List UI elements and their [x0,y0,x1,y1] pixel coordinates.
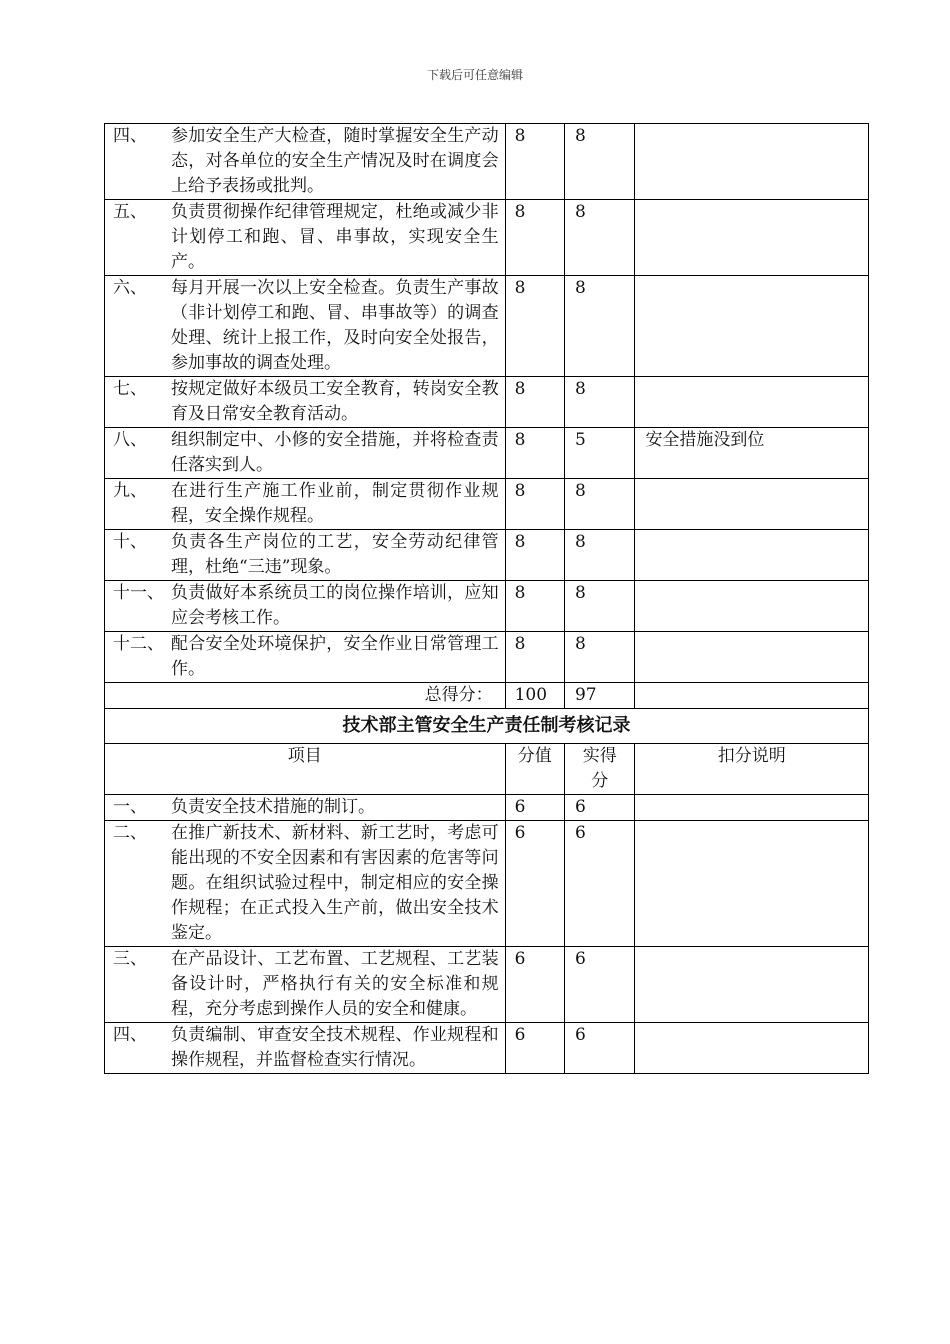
table-row [105,428,869,479]
row-note [635,530,869,581]
section2-body [105,795,869,1074]
row-text: 在产品设计、工艺布置、工艺规程、工艺装备设计时，严格执行有关的安全标准和规程，充分考虑到操作人员的安全和健康。 [171,949,499,1019]
header-note: 下载后可任意编辑 [426,68,523,82]
column-header-row [105,744,869,795]
row-note: 安全措施没到位 [635,428,869,479]
row-number: 四、 [113,1025,147,1045]
row-text: 参加安全生产大检查，随时掌握安全生产动态，对各单位的安全生产情况及时在调度会上给予表扬或批判。 [171,126,499,196]
table-row [105,124,869,200]
row-text: 配合安全处环境保护，安全作业日常管理工作。 [171,634,499,679]
row-value: 6 [505,1023,564,1074]
row-number: 二、 [113,823,147,843]
row-note [635,276,869,377]
row-note [635,479,869,530]
row-item [105,428,506,479]
row-score: 6 [564,821,634,947]
row-item [105,581,506,632]
row-item [105,1023,506,1074]
row-note [635,947,869,1023]
row-value: 8 [505,428,564,479]
row-note [635,124,869,200]
row-text: 在进行生产施工作业前，制定贯彻作业规程，安全操作规程。 [171,481,499,526]
row-score: 8 [564,200,634,276]
row-value: 8 [505,632,564,683]
section2-title: 技术部主管安全生产责任制考核记录 [105,709,869,744]
header-note: 扣分说明 [635,744,869,795]
row-text: 组织制定中、小修的安全措施，并将检查责任落实到人。 [171,430,499,475]
row-number: 三、 [113,949,147,969]
table-row [105,530,869,581]
section1-body [105,124,869,683]
row-value: 8 [505,581,564,632]
row-score: 8 [564,632,634,683]
row-score: 8 [564,124,634,200]
row-value: 6 [505,795,564,821]
row-number: 十二、 [113,634,164,654]
row-value: 6 [505,947,564,1023]
row-number: 六、 [113,278,147,298]
row-number: 九、 [113,481,147,501]
total-label: 总得分： [105,683,506,709]
row-item [105,632,506,683]
row-score: 6 [564,1023,634,1074]
row-value: 6 [505,821,564,947]
total-row [105,683,869,709]
total-score: 97 [564,683,634,709]
row-score: 8 [564,276,634,377]
row-value: 8 [505,377,564,428]
row-score: 8 [564,377,634,428]
row-score: 5 [564,428,634,479]
row-text: 负责安全技术措施的制订。 [171,797,375,817]
row-note [635,632,869,683]
table-row [105,479,869,530]
row-value: 8 [505,200,564,276]
row-item [105,479,506,530]
row-number: 一、 [113,797,147,817]
header-value: 分值 [505,744,564,795]
row-item [105,821,506,947]
row-note [635,821,869,947]
row-number: 五、 [113,202,147,222]
section2-head [105,709,869,795]
row-text: 负责做好本系统员工的岗位操作培训，应知应会考核工作。 [171,583,499,628]
row-value: 8 [505,479,564,530]
table-row [105,581,869,632]
total-note [635,683,869,709]
table-row [105,947,869,1023]
row-number: 四、 [113,126,147,146]
section2-title-row [105,709,869,744]
row-item [105,200,506,276]
row-item [105,377,506,428]
row-number: 七、 [113,379,147,399]
row-note [635,1023,869,1074]
table-row [105,1023,869,1074]
row-text: 负责编制、审查安全技术规程、作业规程和操作规程，并监督检查实行情况。 [171,1025,499,1070]
row-note [635,200,869,276]
row-item [105,947,506,1023]
row-score: 6 [564,795,634,821]
row-note [635,581,869,632]
row-text: 每月开展一次以上安全检查。负责生产事故（非计划停工和跑、冒、串事故等）的调查处理、统计上报工作，及时向安全处报告，参加事故的调查处理。 [171,278,499,373]
row-item [105,276,506,377]
table-row [105,632,869,683]
row-note [635,795,869,821]
total-value: 100 [505,683,564,709]
row-value: 8 [505,124,564,200]
section1-total [105,683,869,709]
row-item [105,795,506,821]
row-number: 八、 [113,430,147,450]
row-text: 在推广新技术、新材料、新工艺时，考虑可能出现的不安全因素和有害因素的危害等问题。在组织试验过程中，制定相应的安全操作规程；在正式投入生产前，做出安全技术鉴定。 [171,823,499,943]
table-row [105,200,869,276]
header-score: 实得分 [564,744,634,795]
row-value: 8 [505,276,564,377]
table-row [105,377,869,428]
assessment-table [104,123,869,1074]
row-number: 十一、 [113,583,164,603]
row-score: 6 [564,947,634,1023]
row-text: 按规定做好本级员工安全教育，转岗安全教育及日常安全教育活动。 [171,379,499,424]
table-row [105,821,869,947]
table-row [105,276,869,377]
row-score: 8 [564,581,634,632]
row-value: 8 [505,530,564,581]
header-item: 项目 [105,744,506,795]
table-row [105,795,869,821]
row-score: 8 [564,530,634,581]
row-note [635,377,869,428]
row-text: 负责各生产岗位的工艺，安全劳动纪律管理，杜绝“三违”现象。 [171,532,499,577]
row-item [105,124,506,200]
row-score: 8 [564,479,634,530]
row-item [105,530,506,581]
row-text: 负责贯彻操作纪律管理规定，杜绝或减少非计划停工和跑、冒、串事故，实现安全生产。 [171,202,499,272]
row-number: 十、 [113,532,147,552]
